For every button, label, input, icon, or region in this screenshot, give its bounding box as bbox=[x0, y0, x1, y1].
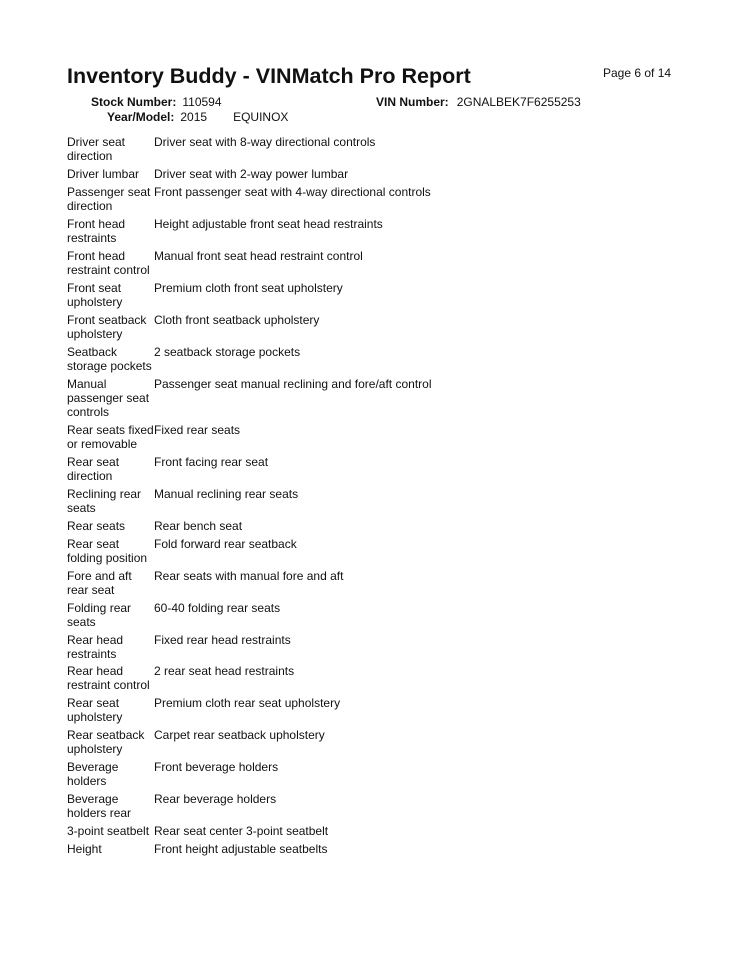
year-model bbox=[107, 110, 288, 124]
feature-value: Fold forward rear seatback bbox=[154, 536, 297, 551]
feature-name: Height bbox=[67, 842, 102, 857]
feature-row bbox=[67, 728, 687, 756]
feature-name: Rear seat direction bbox=[67, 454, 120, 483]
feature-row bbox=[67, 633, 687, 661]
feature-name: Rear seat upholstery bbox=[67, 696, 123, 725]
feature-row bbox=[67, 519, 687, 533]
feature-row bbox=[67, 345, 687, 373]
feature-name: Front head restraint control bbox=[67, 248, 150, 277]
feature-row bbox=[67, 760, 687, 788]
feature-value: Premium cloth front seat upholstery bbox=[154, 280, 343, 295]
feature-value: Carpet rear seatback upholstery bbox=[154, 728, 325, 743]
feature-name: Rear seats fixed or removable bbox=[67, 422, 154, 451]
feature-value: Rear beverage holders bbox=[154, 792, 277, 807]
feature-row bbox=[67, 569, 687, 597]
feature-name: Fore and aft rear seat bbox=[67, 568, 132, 597]
stock-number bbox=[91, 95, 222, 109]
feature-value: Fixed rear head restraints bbox=[154, 632, 291, 647]
feature-name: Rear head restraints bbox=[67, 632, 124, 661]
feature-row bbox=[67, 135, 687, 163]
feature-value: Front height adjustable seatbelts bbox=[154, 842, 328, 857]
feature-value: Rear seat center 3-point seatbelt bbox=[154, 824, 329, 839]
feature-name: 3-point seatbelt bbox=[67, 824, 150, 839]
feature-row bbox=[67, 696, 687, 724]
feature-row bbox=[67, 281, 687, 309]
feature-name: Rear seatback upholstery bbox=[67, 728, 145, 757]
feature-value: Manual front seat head restraint control bbox=[154, 248, 363, 263]
feature-name: Folding rear seats bbox=[67, 600, 132, 629]
vin-number bbox=[376, 95, 581, 109]
feature-name: Rear head restraint control bbox=[67, 664, 150, 693]
feature-value: 60-40 folding rear seats bbox=[154, 600, 281, 615]
page-indicator: Page 6 of 14 bbox=[603, 66, 672, 80]
year-value: 2015 bbox=[180, 110, 208, 124]
vin-number-value: 2GNALBEK7F6255253 bbox=[456, 95, 581, 109]
feature-name: Passenger seat direction bbox=[67, 184, 151, 213]
model-value: EQUINOX bbox=[233, 110, 289, 124]
feature-row bbox=[67, 487, 687, 515]
vin-number-label: VIN Number: bbox=[376, 95, 449, 109]
feature-name: Driver lumbar bbox=[67, 166, 140, 181]
feature-row bbox=[67, 249, 687, 277]
feature-value: Rear bench seat bbox=[154, 518, 243, 533]
features-table bbox=[67, 135, 687, 860]
feature-name: Driver seat direction bbox=[67, 135, 126, 163]
feature-row bbox=[67, 537, 687, 565]
feature-row bbox=[67, 377, 687, 419]
feature-value: 2 seatback storage pockets bbox=[154, 344, 301, 359]
feature-row bbox=[67, 824, 687, 838]
feature-name: Front head restraints bbox=[67, 216, 126, 245]
report-title: Inventory Buddy - VINMatch Pro Report bbox=[67, 64, 471, 88]
feature-row bbox=[67, 217, 687, 245]
feature-name: Manual passenger seat controls bbox=[67, 376, 150, 419]
feature-name: Rear seats bbox=[67, 518, 126, 533]
feature-row bbox=[67, 664, 687, 692]
feature-value: Driver seat with 8-way directional controls bbox=[154, 135, 376, 149]
feature-value: Front facing rear seat bbox=[154, 454, 269, 469]
feature-name: Seatback storage pockets bbox=[67, 344, 152, 373]
feature-value: Cloth front seatback upholstery bbox=[154, 312, 320, 327]
feature-name: Reclining rear seats bbox=[67, 486, 142, 515]
feature-row bbox=[67, 601, 687, 629]
stock-number-label: Stock Number: bbox=[91, 95, 177, 109]
feature-name: Front seatback upholstery bbox=[67, 312, 147, 341]
feature-name: Beverage holders bbox=[67, 760, 119, 789]
feature-value: Height adjustable front seat head restraints bbox=[154, 216, 383, 231]
feature-value: Premium cloth rear seat upholstery bbox=[154, 696, 341, 711]
feature-row bbox=[67, 423, 687, 451]
stock-number-value: 110594 bbox=[182, 95, 222, 109]
feature-row bbox=[67, 313, 687, 341]
feature-row bbox=[67, 792, 687, 820]
feature-value: Fixed rear seats bbox=[154, 422, 241, 437]
feature-value: Driver seat with 2-way power lumbar bbox=[154, 166, 349, 181]
feature-value: Front passenger seat with 4-way directional controls bbox=[154, 184, 431, 199]
feature-row bbox=[67, 455, 687, 483]
feature-row bbox=[67, 167, 687, 181]
year-model-label: Year/Model: bbox=[107, 110, 175, 124]
feature-value: Passenger seat manual reclining and fore/aft control bbox=[154, 376, 432, 391]
feature-row bbox=[67, 185, 687, 213]
feature-name: Rear seat folding position bbox=[67, 536, 148, 565]
feature-value: Front beverage holders bbox=[154, 760, 279, 775]
feature-row bbox=[67, 842, 687, 856]
feature-value: Manual reclining rear seats bbox=[154, 486, 299, 501]
feature-name: Front seat upholstery bbox=[67, 280, 123, 309]
feature-value: 2 rear seat head restraints bbox=[154, 664, 295, 679]
feature-name: Beverage holders rear bbox=[67, 792, 132, 821]
feature-value: Rear seats with manual fore and aft bbox=[154, 568, 344, 583]
